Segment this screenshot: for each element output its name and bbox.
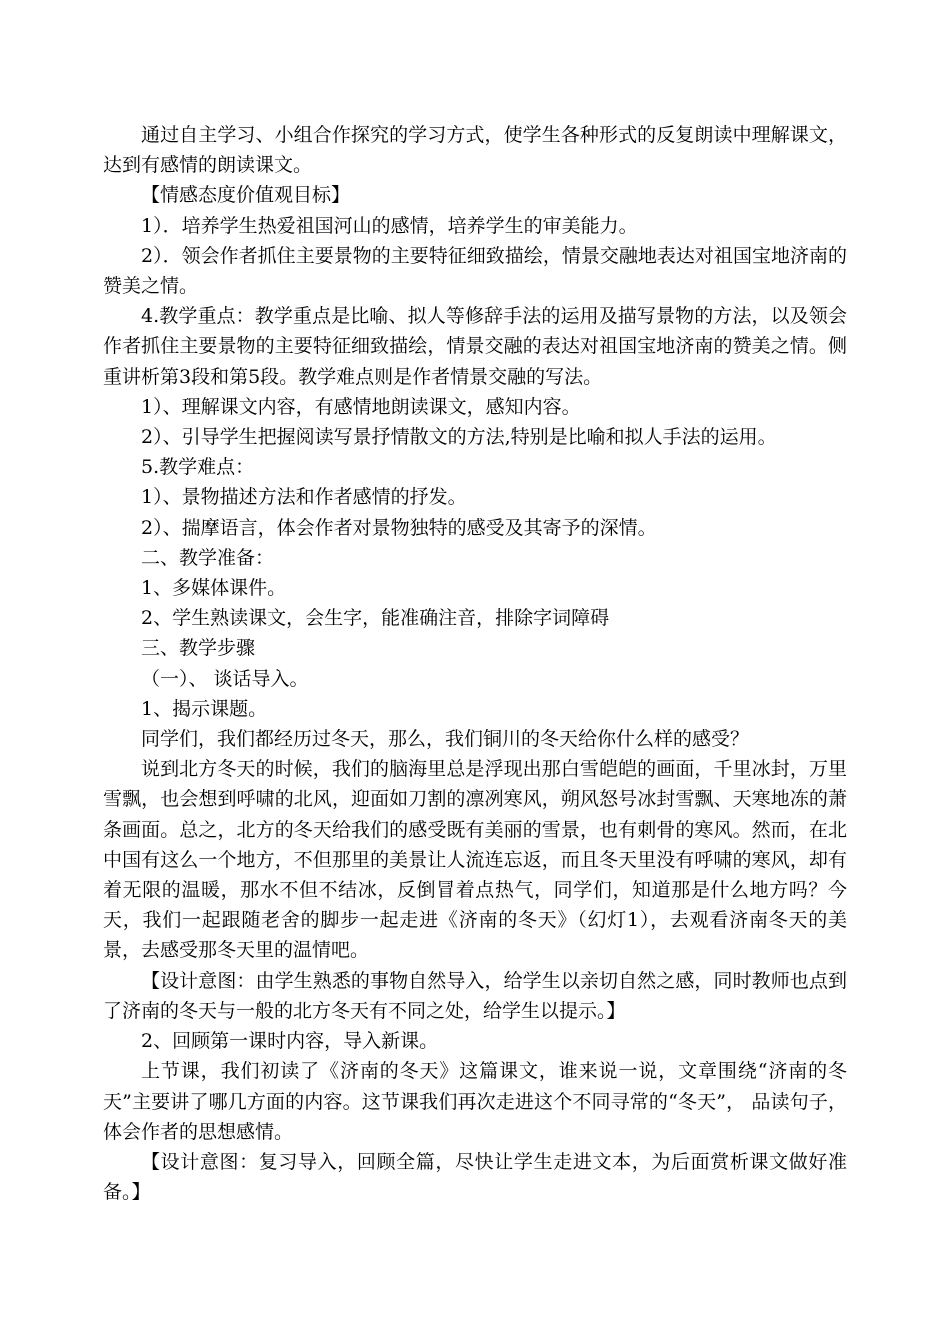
paragraph-difficulty-2: 2）、揣摩语言，体会作者对景物独特的感受及其寄予的深情。 (141, 516, 657, 539)
heading-reveal-topic: 1、揭示课题。 (141, 697, 268, 720)
paragraph-preparation-2: 2、学生熟读课文，会生字，能准确注音，排除字词障碍 (141, 607, 610, 630)
paragraph-northern-winter: 说到北方冬天的时候，我们的脑海里总是浮现出那白雪皑皑的画面，千里冰封，万里雪飘，也会想到呼啸的北风，迎面如刀割的凛冽寒风，朔风怒号冰封雪飘、天寒地冻的萧条画面。总之，北方的冬天给我们的感受既有美丽的雪景，也有刺骨的寒风。然而，在北中国有这么一个地方，不但那里的美景让人流连忘返，而且冬天里没有呼啸的寒风，却有着无限的温暖，那水不但不结冰，反倒冒着点热气，同学们，知道那是什么地方吗？今天，我们一起跟随老舍的脚步一起走进《济南的冬天》（幻灯1），去观看济南冬天的美景，去感受那冬天里的温情吧。 (103, 758, 847, 962)
paragraph-preparation-1: 1、多媒体课件。 (141, 577, 287, 600)
paragraph-difficulty-1: 1）、景物描述方法和作者感情的抒发。 (141, 486, 467, 509)
paragraph-teaching-focus: 4.教学重点：教学重点是比喻、拟人等修辞手法的运用及描写景物的方法，以及领会作者抓住主要景物的主要特征细致描绘，情景交融的表达对祖国宝地济南的赞美之情。侧重讲析第3段和第5段。教学难点则是作者情景交融的写法。 (103, 305, 847, 388)
paragraph-focus-1: 1）、理解课文内容，有感情地朗读课文，感知内容。 (141, 395, 581, 418)
paragraph-design-intent-2: 【设计意图：复习导入，回顾全篇，尽快让学生走进文本，为后面赏析课文做好准备。】 (103, 1150, 847, 1204)
paragraph-method-goal: 通过自主学习、小组合作探究的学习方式，使学生各种形式的反复朗读中理解课文，达到有感情的朗读课文。 (103, 124, 847, 177)
heading-step-intro: （一）、 谈话导入。 (141, 667, 309, 690)
paragraph-emotion-goal-2: 2）．领会作者抓住主要景物的主要特征细致描绘，情景交融地表达对祖国宝地济南的赞美之情。 (103, 244, 847, 298)
heading-teaching-preparation: 二、教学准备： (141, 546, 275, 569)
paragraph-question: 同学们，我们都经历过冬天，那么，我们铜川的冬天给你什么样的感受？ (141, 728, 750, 751)
paragraph-review: 上节课，我们初读了《济南的冬天》这篇课文，谁来说一说，文章围绕“济南的冬天”主要讲了哪几方面的内容。这节课我们再次走进这个不同寻常的“冬天”， 品读句子，体会作者的思想感情。 (103, 1060, 847, 1143)
paragraph-design-intent-1: 【设计意图：由学生熟悉的事物自然导入，给学生以亲切自然之感，同时教师也点到了济南的冬天与一般的北方冬天有不同之处，给学生以提示。】 (103, 969, 847, 1022)
paragraph-emotion-goal-1: 1）．培养学生热爱祖国河山的感情，培养学生的审美能力。 (141, 214, 638, 237)
paragraph-focus-2: 2）、引导学生把握阅读写景抒情散文的方法,特别是比喻和拟人手法的运用。 (141, 426, 777, 449)
document-body (103, 120, 847, 1207)
heading-teaching-steps: 三、教学步骤 (141, 637, 256, 660)
heading-review-lesson: 2、回顾第一课时内容，导入新课。 (141, 1030, 439, 1053)
heading-emotion-goal: 【情感态度价值观目标】 (141, 184, 351, 207)
heading-teaching-difficulty: 5.教学难点： (141, 456, 255, 479)
